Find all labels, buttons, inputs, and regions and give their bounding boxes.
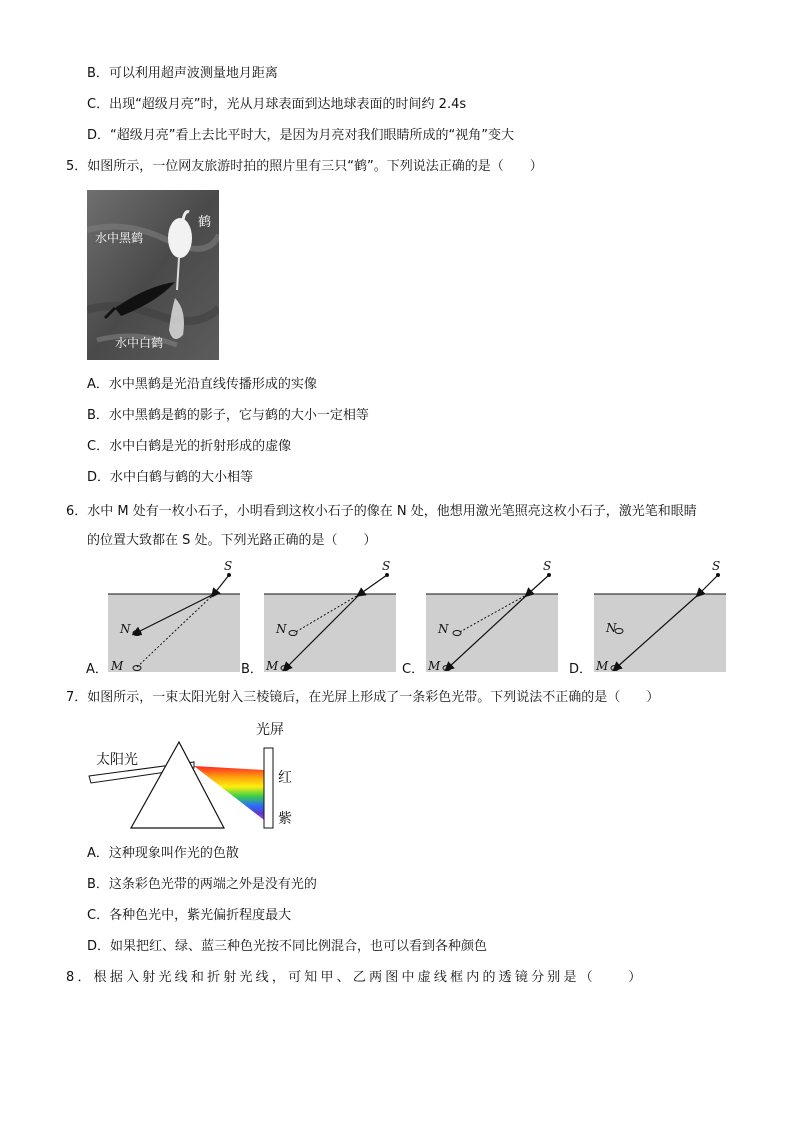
label-m: M bbox=[266, 659, 279, 673]
label-n: N bbox=[438, 622, 449, 636]
label-sunlight: 太阳光 bbox=[96, 752, 138, 768]
label-crane: 鹤 bbox=[198, 215, 212, 230]
q5-option-a: A．水中黑鹤是光沿直线传播形成的实像 bbox=[87, 377, 317, 392]
prism-dispersion-diagram bbox=[84, 716, 304, 836]
label-white-crane: 水中白鹤 bbox=[115, 336, 164, 350]
label-violet: 紫 bbox=[278, 811, 292, 827]
q7-stem: 7．如图所示，一束太阳光射入三棱镜后，在光屏上形成了一条彩色光带。下列说法不正确的是（ ） bbox=[66, 690, 660, 705]
q6-panel-b bbox=[264, 558, 396, 674]
q6-panel-a-option: A． bbox=[86, 662, 108, 677]
q6-panel-d-option: D． bbox=[569, 662, 593, 677]
q7-option-a: A．这种现象叫作光的色散 bbox=[87, 846, 239, 861]
q5-option-c: C．水中白鹤是光的折射形成的虚像 bbox=[87, 439, 292, 454]
q5-stem: 5．如图所示，一位网友旅游时拍的照片里有三只“鹤”。下列说法正确的是（ ） bbox=[66, 159, 543, 174]
q6-stem-line2: 的位置大致都在 S 处。下列光路正确的是（ ） bbox=[87, 533, 377, 548]
label-s: S bbox=[543, 559, 552, 573]
q6-stem-line1: 6．水中 M 处有一枚小石子，小明看到这枚小石子的像在 N 处，他想用激光笔照亮这枚小石子，激光笔和眼睛 bbox=[66, 504, 697, 519]
label-red: 红 bbox=[278, 770, 292, 786]
q5-option-b: B．水中黑鹤是鹤的影子，它与鹤的大小一定相等 bbox=[87, 408, 369, 423]
label-n: N bbox=[276, 622, 287, 636]
q4-option-c: C．出现“超级月亮”时，光从月球表面到达地球表面的时间约 2.4s bbox=[87, 97, 467, 112]
q7-option-c: C．各种色光中，紫光偏折程度最大 bbox=[87, 908, 292, 923]
q7-option-d: D．如果把红、绿、蓝三种色光按不同比例混合，也可以看到各种颜色 bbox=[87, 939, 488, 954]
crane-photo-image bbox=[87, 190, 219, 360]
label-m: M bbox=[428, 659, 441, 673]
label-n: N bbox=[606, 621, 617, 635]
q5-option-d: D．水中白鹤与鹤的大小相等 bbox=[87, 470, 254, 485]
q6-panel-d bbox=[594, 558, 726, 674]
crane-photo bbox=[87, 190, 219, 360]
label-n: N bbox=[120, 622, 131, 636]
q4-option-b: B．可以利用超声波测量地月距离 bbox=[87, 66, 278, 81]
q6-panel-c bbox=[426, 558, 558, 674]
label-screen: 光屏 bbox=[256, 722, 284, 738]
q6-panel-a bbox=[108, 558, 240, 674]
q4-option-d: D．“超级月亮”看上去比平时大，是因为月亮对我们眼睛所成的“视角”变大 bbox=[87, 128, 514, 143]
label-black-crane: 水中黑鹤 bbox=[95, 231, 144, 245]
label-s: S bbox=[712, 559, 721, 573]
label-m: M bbox=[596, 659, 609, 673]
label-s: S bbox=[224, 559, 233, 573]
label-s: S bbox=[382, 559, 391, 573]
q8-stem: 8．根据入射光线和折射光线，可知甲、乙两图中虚线框内的透镜分别是（ ） bbox=[66, 970, 645, 985]
q6-panel-c-option: C． bbox=[402, 662, 425, 677]
q6-panel-b-option: B． bbox=[241, 662, 263, 677]
label-m: M bbox=[111, 659, 124, 673]
q7-option-b: B．这条彩色光带的两端之外是没有光的 bbox=[87, 877, 317, 892]
